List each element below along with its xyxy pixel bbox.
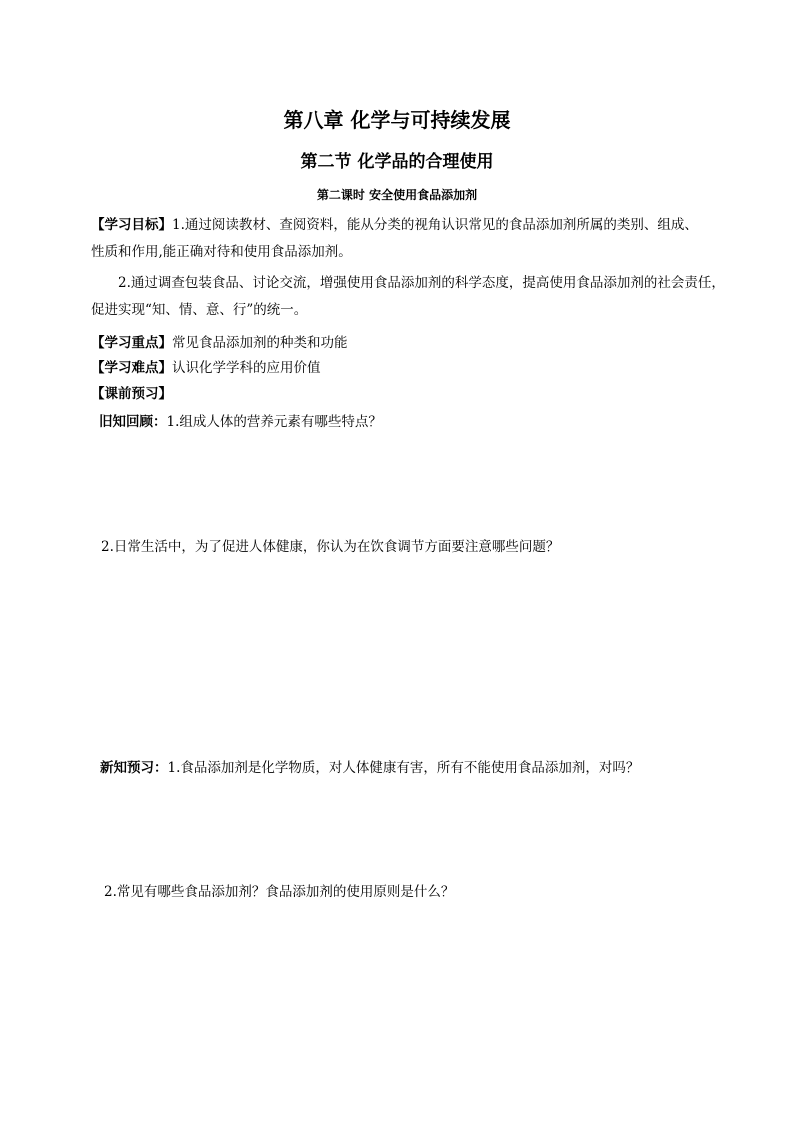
preview-heading [91,384,172,404]
review-label: 旧知回顾： [99,414,167,430]
preview-label: 【课前预习】 [91,386,172,402]
lesson-title: 第二课时 安全使用食品添加剂 [316,188,478,202]
chapter-title: 第八章 化学与可持续发展 [283,108,511,132]
objective-1-line-1 [91,215,731,235]
new-question-1 [100,758,639,778]
new-question-2: 2.常见有哪些食品添加剂？食品添加剂的使用原则是什么？ [104,884,455,900]
objective-1-text: 1.通过阅读教材、查阅资料，能从分类的视角认识常见的食品添加剂所属的类别、组成、 [172,217,698,233]
key-points [91,333,348,353]
review-question-1-text: 1.组成人体的营养元素有哪些特点？ [166,414,382,430]
learning-objective-2 [91,273,731,320]
objectives-label: 【学习目标】 [91,217,172,233]
objective-2-line-1: 2.通过调查包装食品、讨论交流，增强使用食品添加剂的科学态度，提高使用食品添加剂的社会责任， [118,275,725,291]
key-points-text: 常见食品添加剂的种类和功能 [172,335,348,351]
review-question-2: 2.日常生活中，为了促进人体健康，你认为在饮食调节方面要注意哪些问题？ [101,539,560,555]
objective-2-line-2: 促进实现“知、情、意、行”的统一。 [91,302,308,318]
difficulties-text: 认识化学学科的应用价值 [172,360,321,376]
key-points-label: 【学习重点】 [91,335,172,351]
new-preview-label: 新知预习： [100,760,168,776]
review-question-1 [99,412,382,432]
section-title: 第二节 化学品的合理使用 [300,152,494,172]
new-question-1-text: 1.食品添加剂是化学物质，对人体健康有害，所有不能使用食品添加剂，对吗？ [167,760,640,776]
objective-1-line-2: 性质和作用,能正确对待和使用食品添加剂。 [91,244,352,260]
learning-objectives [91,215,731,262]
difficulties [91,358,321,378]
difficulties-label: 【学习难点】 [91,360,172,376]
